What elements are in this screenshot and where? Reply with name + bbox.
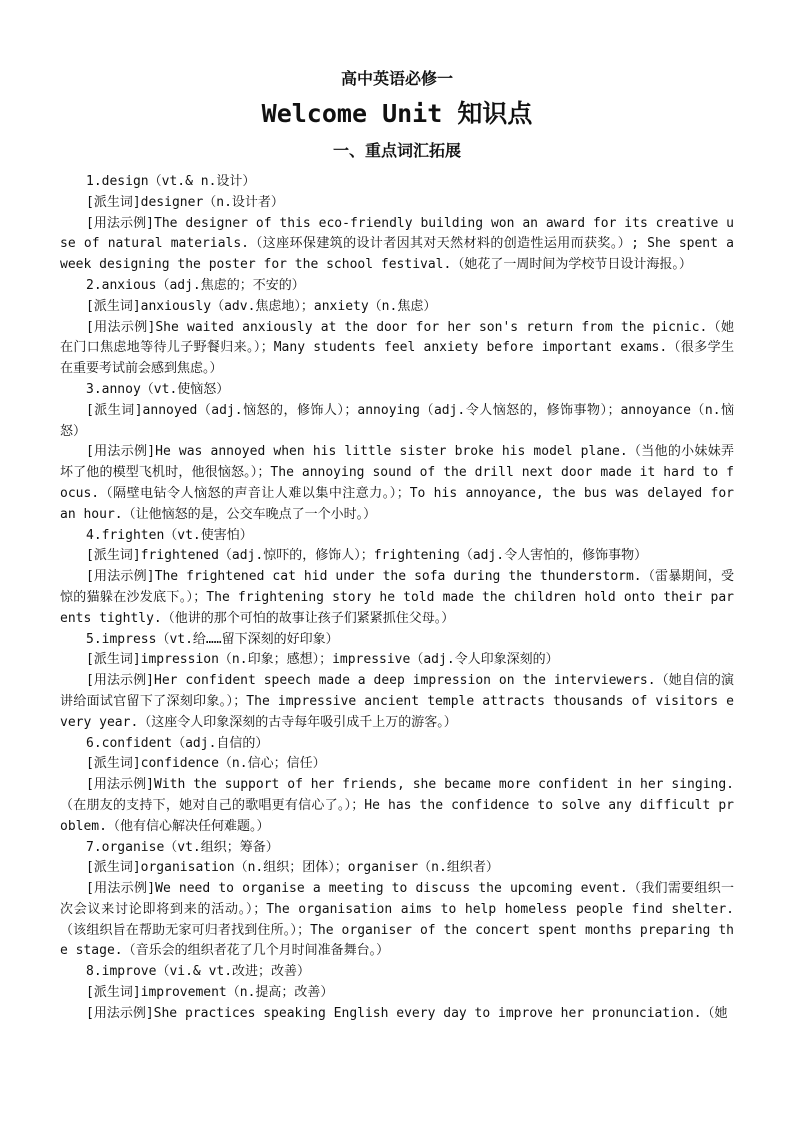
entry-derived: [派生词]improvement（n.提高；改善）: [86, 985, 334, 1001]
entry-word: 1.design（vt.& n.设计）: [86, 174, 256, 189]
entry-example: [用法示例]He was annoyed when his little sister broke his model plane.（当他的小妹妹弄坏了他的模型飞机时，他很恼怒。）；The annoying sound of the drill next door made it hard to focus.（隔壁电钻令人恼怒的声音让人难以集中注意力。）；To his annoyance, the bus was delayed for an hour.（让他恼怒的是，公交车晚点了一个小时。）: [60, 444, 734, 522]
vocab-entry: [60, 172, 734, 276]
entry-example: [用法示例]She practices speaking English every day to improve her pronunciation.（她: [86, 1005, 728, 1021]
entry-word: 5.impress（vt.给……留下深刻的好印象）: [86, 631, 339, 647]
document-subtitle: 高中英语必修一: [340, 69, 453, 88]
entry-word: 7.organise（vt.组织；筹备）: [86, 839, 279, 855]
entry-example: [用法示例]The designer of this eco-friendly building won an award for its creative use of natural materials.（这座环保建筑的设计者因其对天然材料的创造性运用而获奖。）; She spent a week designing the poster for the school festival.（她花了一周时间为学校节日设计海报。）: [60, 215, 734, 273]
entry-example: [用法示例]The frightened cat hid under the sofa during the thunderstorm.（雷暴期间，受惊的猫躲在沙发底下。）；The frightening story he told made the children hold onto their parents tightly.（他讲的那个可怕的故事让孩子们紧紧抓住父母。）: [60, 569, 734, 626]
vocab-entry: [60, 734, 734, 838]
vocab-entry: [60, 276, 734, 380]
entry-example: [用法示例]Her confident speech made a deep impression on the interviewers.（她自信的演讲给面试官留下了深刻印象。）；The impressive ancient temple attracts thousands of visitors every year.（这座令人印象深刻的古寺每年吸引成千上万的游客。）: [60, 673, 734, 730]
vocab-entry: [60, 526, 734, 630]
entry-derived: [派生词]annoyed（adj.恼怒的，修饰人）；annoying（adj.令人恼怒的，修饰事物）；annoyance（n.恼怒）: [60, 402, 734, 439]
entry-word: 6.confident（adj.自信的）: [86, 735, 269, 751]
entry-derived: [派生词]anxiously（adv.焦虑地）；anxiety（n.焦虑）: [86, 298, 437, 314]
vocab-entry: [60, 630, 734, 734]
section-heading: 一、重点词汇拓展: [332, 141, 461, 160]
entry-derived: [派生词]confidence（n.信心；信任）: [86, 756, 326, 772]
vocab-entry: [60, 962, 734, 1024]
entry-example: [用法示例]She waited anxiously at the door for her son's return from the picnic.（她在门口焦虑地等待儿子野餐归来。）；Many students feel anxiety before important exams.（很多学生在重要考试前会感到焦虑。）: [60, 319, 734, 377]
entry-word: 2.anxious（adj.焦虑的；不安的）: [86, 277, 305, 293]
entry-word: 3.annoy（vt.使恼怒）: [86, 381, 230, 397]
document-title: Welcome Unit 知识点: [261, 99, 533, 128]
vocab-entry: [60, 838, 734, 963]
entry-derived: [派生词]impression（n.印象；感想）；impressive（adj.令人印象深刻的）: [86, 652, 559, 668]
entry-derived: [派生词]organisation（n.组织；团体）；organiser（n.组织者）: [86, 860, 499, 876]
entry-example: [用法示例]We need to organise a meeting to discuss the upcoming event.（我们需要组织一次会议来讨论即将到来的活动。）；The organisation aims to help homeless people find shelter.（该组织旨在帮助无家可归者找到住所。）；The organiser of the concert spent months preparing the stage.（音乐会的组织者花了几个月时间准备舞台。）: [60, 881, 734, 959]
entry-example: [用法示例]With the support of her friends, she became more confident in her singing.（在朋友的支持下，她对自己的歌唱更有信心了。）；He has the confidence to solve any difficult problem.（他有信心解决任何难题。）: [60, 777, 734, 834]
vocab-entry: [60, 380, 734, 526]
entry-derived: [派生词]designer（n.设计者）: [86, 194, 284, 210]
entry-derived: [派生词]frightened（adj.惊吓的，修饰人）；frightening（adj.令人害怕的，修饰事物）: [86, 548, 648, 564]
entry-word: 8.improve（vi.& vt.改进；改善）: [86, 964, 311, 980]
entry-word: 4.frighten（vt.使害怕）: [86, 527, 253, 543]
